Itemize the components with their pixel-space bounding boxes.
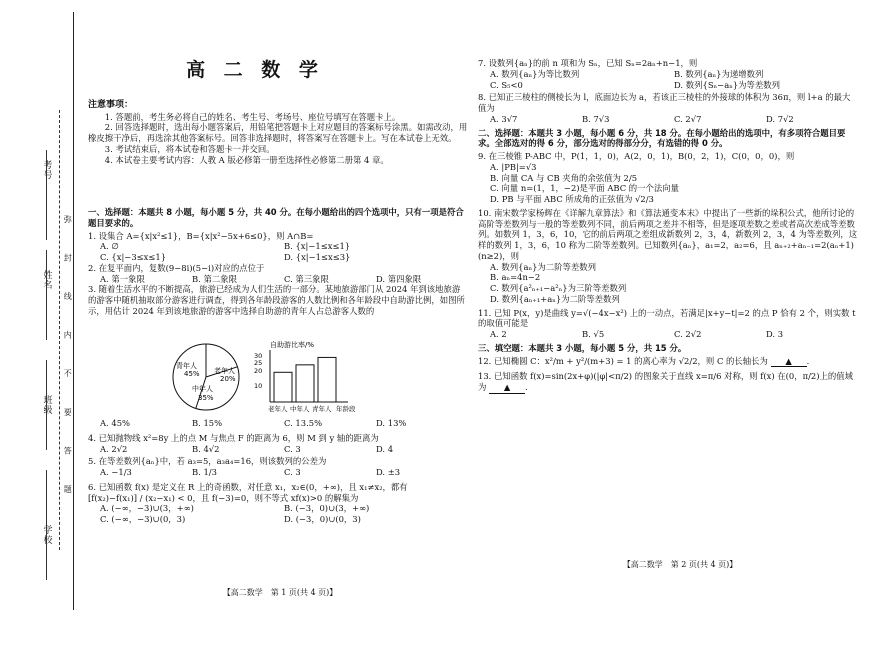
option: D. 13% <box>376 418 407 428</box>
option: A. ∅ <box>100 241 119 252</box>
bar-老年人 <box>274 372 292 402</box>
option: D. (−3，0)∪(0，3) <box>284 514 361 524</box>
q8-options <box>478 114 858 125</box>
option: A. −1/3 <box>100 467 132 477</box>
option: C. 向量 n=(1，1，−2)是平面 ABC 的一个法向量 <box>490 183 680 194</box>
pie-value-elderly: 20% <box>220 375 236 383</box>
question-12-tail: . <box>806 355 810 366</box>
option: D. ±3 <box>376 467 401 477</box>
option: A. 2 <box>490 329 507 339</box>
option: B. aₙ=4n−2 <box>490 272 541 283</box>
question-12-stem: 12. 已知椭圆 C：x²/m + y²/(m+3) = 1 的离心率为 √2/2，则 C 的长轴长为 <box>478 355 768 366</box>
notice-block <box>88 100 468 165</box>
option: A. 3√7 <box>490 113 518 124</box>
option: B. 向量 CA 与 CB 夹角的余弦值为 2/5 <box>490 172 638 183</box>
answer-blank: ▲ <box>771 356 807 368</box>
q6-options <box>88 503 468 525</box>
question-6: 6. 已知函数 f(x) 是定义在 R 上的奇函数，对任意 x₁，x₂∈(0，+∞)，且 x₁≠x₂，都有 <box>88 481 408 492</box>
q3-figure <box>170 340 420 414</box>
page-1-footer: 【高二数学 第 1 页(共 4 页)】 <box>222 588 338 597</box>
option: B. 15% <box>192 418 223 428</box>
option: C. 13.5% <box>284 418 323 428</box>
page-2-footer: 【高二数学 第 2 页(共 4 页)】 <box>622 560 738 569</box>
option: B. 7√3 <box>582 113 610 124</box>
answer-blank: ▲ <box>489 382 525 394</box>
option: B. 第二象限 <box>192 273 237 284</box>
option: C. (−∞，−3)∪(0，3) <box>100 514 186 524</box>
option: D. 7√2 <box>766 113 794 124</box>
q9-options <box>478 162 858 205</box>
q10-options <box>478 262 858 305</box>
bar-chart <box>254 340 356 413</box>
q11-options <box>478 329 858 340</box>
question-2: 2. 在复平面内，复数(9−8i)(5−i)对应的点位于 <box>88 262 265 273</box>
x-axis-label: 年龄段 <box>336 405 356 413</box>
y-tick: 10 <box>254 382 263 390</box>
option: D. {x|−1≤x≤3} <box>284 252 351 262</box>
pie-value-youth: 45% <box>184 370 200 378</box>
pie-label-middle: 中年人 <box>192 385 213 393</box>
question-13-stem: 13. 已知函数 f(x)=sin(2x+φ)(|φ|<π/2) 的图象关于直线 x=π/6 对称，则 f(x) 在(0，π/2)上的值域为 <box>478 371 854 392</box>
section-heading: 二、选择题：本题共 3 小题，每小题 6 分，共 18 分。在每小题给出的选项中，有多项符合题目要求。全部选对的得 6 分，部分选对的得部分分，有选错的得 0 分。 <box>478 127 846 149</box>
option: C. {x|−3≤x≤1} <box>100 252 167 262</box>
section-heading: 一、选择题：本题共 8 小题，每小题 5 分，共 40 分。在每小题给出的四个选项中，只有一项是符合题目要求的。 <box>88 207 464 228</box>
section-heading: 三、填空题：本题共 3 小题，每小题 5 分，共 15 分。 <box>478 342 687 353</box>
x-tick: 老年人 <box>268 405 288 413</box>
option: C. 3 <box>284 443 301 454</box>
q3-options <box>88 418 468 429</box>
seal-warning: 弥 封 线 内 不 要 答 题 <box>63 215 73 507</box>
bar-青年人 <box>318 357 336 402</box>
option: C. 3 <box>284 467 301 477</box>
notice-item: 2. 回答选择题时，选出每小题答案后，用铅笔把答题卡上对应题目的答案标号涂黑。如需改动，用橡皮擦干净后，再选涂其他答案标号。回答非选择题时，将答案写在答题卡上。写在本试卷上无效。 <box>88 122 468 144</box>
exam-number-blank <box>46 150 47 240</box>
bar-中年人 <box>296 365 314 402</box>
option: B. (−3，0)∪(3，+∞) <box>284 503 370 514</box>
q4-options <box>88 444 468 455</box>
pie-label-youth: 青年人 <box>176 362 197 370</box>
option: C. 2√7 <box>674 113 702 124</box>
question-10: 10. 南宋数学家杨辉在《详解九章算法》和《算法通变本末》中提出了一些新的垛积公式，他所讨论的高阶等差数列与一般的等差数列不同，前后两项之差并不相等，但是逐项差数之差或者高次差成等差数列。如数列 1，3，6，10，它的前后两项之差组成新数列 2，3，4，新数列 2，3，4 为等差数列，这样的数列 1，3，6，10 称为二阶等差数列。已知数列{aₙ}，a₁=2，a₂=6，且 aₙ₊₂+aₙ₋₁=2(aₙ+1)(n≥2)，则 <box>478 207 858 261</box>
page-title: 高 二 数 学 <box>186 59 324 81</box>
question-9: 9. 在三棱锥 P-ABC 中，P(1，1，0)，A(2，0，1)，B(0，2，1)，C(0，0，0)，则 <box>478 151 795 161</box>
option: C. 2√2 <box>674 329 702 339</box>
q1-options <box>88 241 468 263</box>
notice-item: 3. 考试结束后，将本试卷和答题卡一并交回。 <box>104 143 275 154</box>
question-5: 5. 在等差数列{aₙ}中，若 a₃=5，a₃a₄=16，则该数列的公差为 <box>88 456 327 467</box>
section-1 <box>88 207 468 317</box>
option: B. 1/3 <box>192 467 217 477</box>
question-6-condition: [f(x₂)−f(x₁)] / (x₂−x₁) < 0，且 f(−3)=0，则不等式 xf(x)>0 的解集为 <box>88 492 359 503</box>
option: D. 数列{Sₙ−aₙ}为等差数列 <box>674 79 781 90</box>
notice-heading: 注意事项： <box>88 100 134 110</box>
question-11: 11. 已知 P(x，y)是曲线 y=√(−4x−x²) 上的一动点，若满足|x+y−t|=2 的点 P 恰有 2 个，则实数 t 的取值可能是 <box>478 307 856 329</box>
notice-item: 4. 本试卷主要考试内容：人教 A 版必修第一册至选择性必修第二册第 4 章。 <box>104 154 389 165</box>
option: C. 第三象限 <box>284 273 329 284</box>
option: A. 数列{aₙ}为二阶等差数列 <box>490 261 597 272</box>
option: B. 4√2 <box>192 443 220 454</box>
y-tick: 25 <box>254 359 263 367</box>
section-1-continued <box>88 418 468 525</box>
q5-options <box>88 467 468 478</box>
option: A. (−∞，−3)∪(3，+∞) <box>100 503 194 514</box>
binding-line <box>73 12 74 610</box>
option: B. {x|−1≤x≤1} <box>284 241 351 252</box>
pie-value-middle: 35% <box>198 394 214 402</box>
option: B. √5 <box>582 329 605 339</box>
option: B. 数列{aₙ}为递增数列 <box>674 68 764 79</box>
option: D. 3 <box>766 329 784 339</box>
class-blank <box>46 360 47 450</box>
q2-options <box>88 274 468 285</box>
option: D. 4 <box>376 443 394 454</box>
x-tick: 青年人 <box>312 405 332 413</box>
option: D. 数列{aₙ₊₁+aₙ}为二阶等差数列 <box>490 293 620 304</box>
option: A. 数列{aₙ}为等比数列 <box>490 68 580 79</box>
option: A. 2√2 <box>100 443 128 454</box>
x-tick: 中年人 <box>290 405 310 413</box>
question-7: 7. 设数列{aₙ}的前 n 项和为 Sₙ，已知 Sₙ=2aₙ+n−1，则 <box>478 58 698 68</box>
bar-chart-title: 自助游比率/% <box>270 341 315 349</box>
option: C. S₅<0 <box>490 79 523 90</box>
y-tick: 20 <box>254 367 263 375</box>
question-13-tail: . <box>525 382 528 392</box>
option: D. 第四象限 <box>376 273 422 284</box>
q7-options <box>478 69 858 91</box>
notice-item: 1. 答题前，考生务必将自己的姓名、考生号、考场号、座位号填写在答题卡上。 <box>104 111 401 122</box>
question-13 <box>478 371 858 394</box>
name-blank <box>46 250 47 340</box>
question-8: 8. 已知正三棱柱的侧棱长为 l，底面边长为 a，若该正三棱柱的外接球的体积为 36π，则 l+a 的最大值为 <box>478 92 851 113</box>
seal-dashed-line <box>59 110 60 550</box>
option: A. 45% <box>100 418 130 428</box>
question-4: 4. 已知抛物线 x²=8y 上的点 M 与焦点 F 的距离为 6，则 M 到 y 轴的距离为 <box>88 432 379 443</box>
page-2 <box>478 58 858 394</box>
pie-label-elderly: 老年人 <box>214 367 235 375</box>
question-1: 1. 设集合 A={x|x²≤1}，B={x|x²−5x+6≤0}，则 A∩B= <box>88 230 314 241</box>
y-tick: 30 <box>254 352 263 360</box>
option: D. PB 与平面 ABC 所成角的正弦值为 √2/3 <box>490 194 654 204</box>
pie-chart <box>173 344 239 410</box>
question-12 <box>478 356 858 368</box>
option: A. 第一象限 <box>100 273 145 284</box>
question-3: 3. 随着生活水平的不断提高，旅游已经成为人们生活的一部分。某地旅游部门从 2024 年到该地旅游的游客中随机抽取部分游客进行调查，得到各年龄段游客的人数比例和各年龄段中自助游比例，如图所示，用估计 2024 年到该地旅游的游客中选择自助游的青年人占总游客人数的 <box>88 284 465 316</box>
school-blank <box>46 470 47 580</box>
option: C. 数列{a²ₙ₊₁−a²ₙ}为三阶等差数列 <box>490 283 627 293</box>
option: A. |PB|=√3 <box>490 161 537 172</box>
